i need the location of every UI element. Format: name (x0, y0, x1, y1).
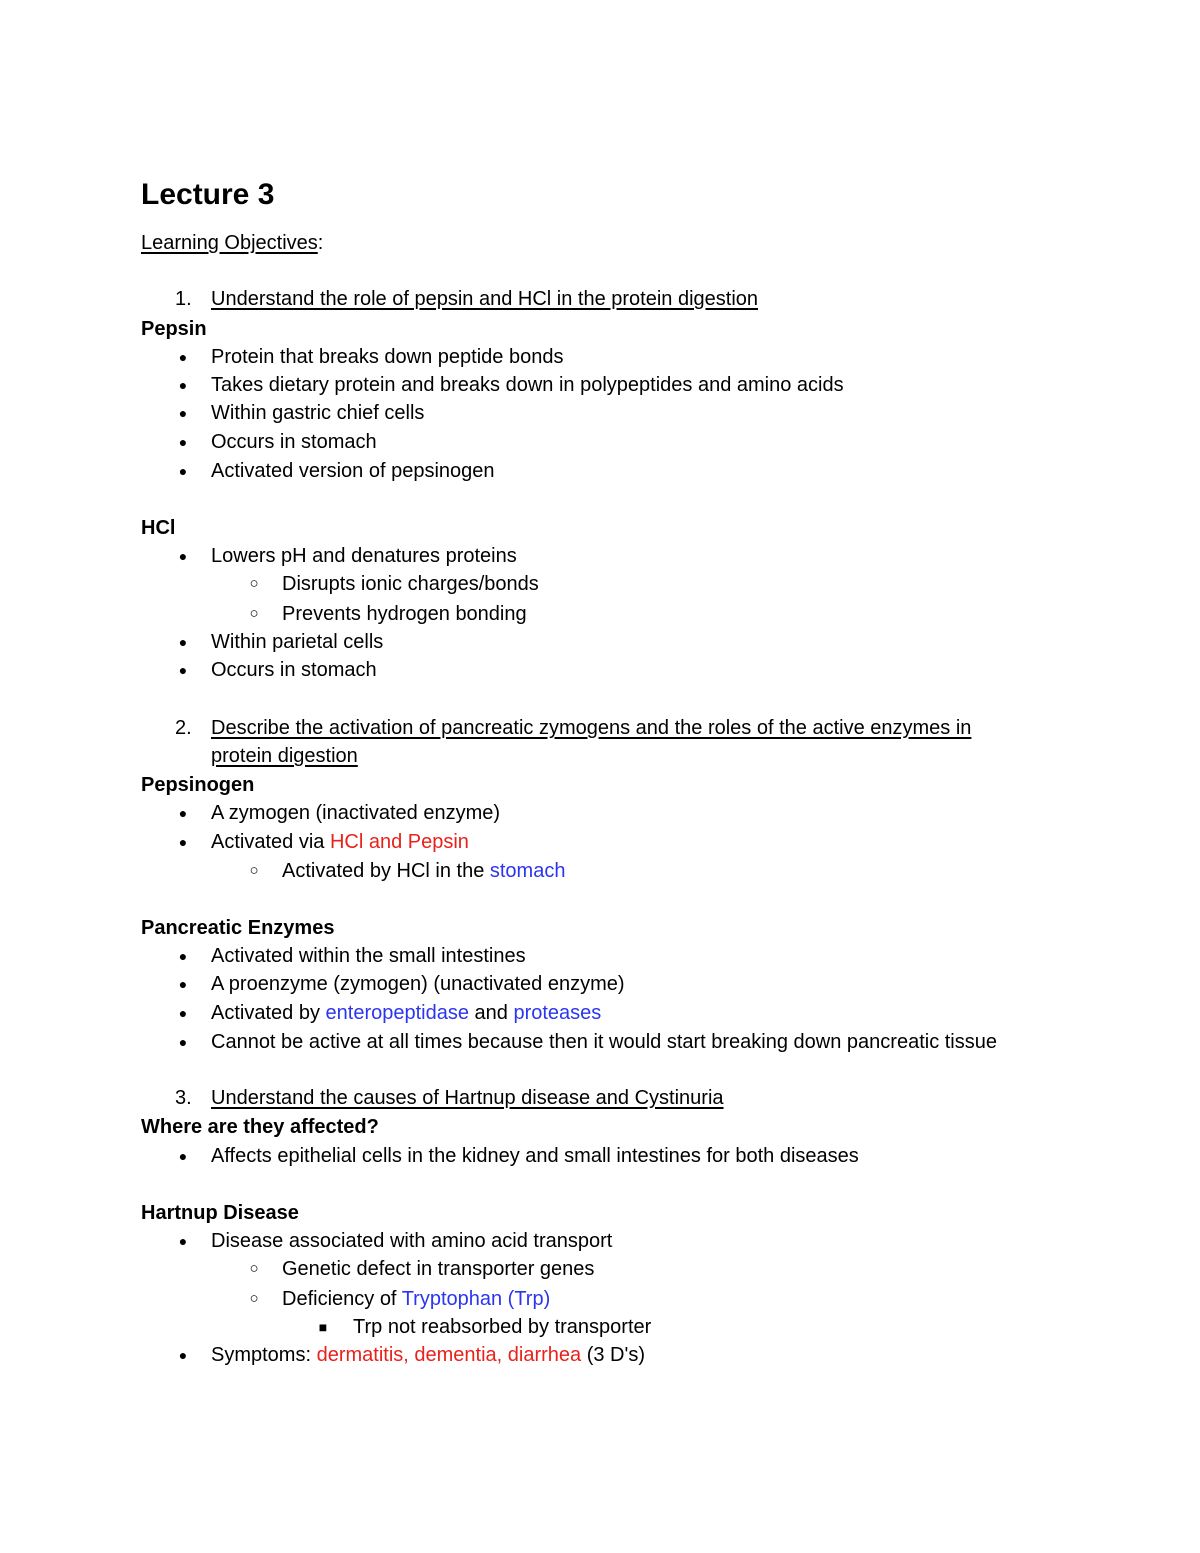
list-item-text (211, 999, 601, 1027)
pepsinogen-heading: Pepsinogen (141, 774, 255, 796)
hartnup-heading: Hartnup Disease (141, 1202, 299, 1224)
list-item-text (211, 828, 469, 856)
objective-number: 1. (175, 288, 192, 310)
bullet-icon: ● (178, 463, 188, 479)
circle-bullet-icon: ○ (249, 862, 259, 879)
circle-bullet-icon: ○ (249, 575, 259, 592)
hcl-heading: HCl (141, 517, 176, 539)
objective-text: Understand the role of pepsin and HCl in the protein digestion (211, 288, 759, 310)
bullet-icon: ● (178, 548, 188, 564)
list-item-text: Activated within the small intestines (211, 945, 526, 967)
bullet-icon: ● (178, 1034, 188, 1050)
text-prefix: Activated by HCl in the (282, 860, 490, 882)
highlight-blue: enteropeptidase (325, 1002, 469, 1024)
list-item-text: Within parietal cells (211, 631, 384, 653)
text-prefix: Deficiency of (282, 1288, 402, 1310)
objective-text: Describe the activation of pancreatic zymogens and the roles of the active enzymes in (211, 717, 972, 739)
bullet-icon: ● (178, 634, 188, 650)
bullet-icon: ● (178, 434, 188, 450)
text-suffix: (3 D's) (581, 1344, 645, 1366)
highlight-red: HCl and Pepsin (329, 831, 469, 853)
bullet-icon: ● (178, 1347, 188, 1363)
bullet-icon: ● (178, 405, 188, 421)
where-heading: Where are they affected? (141, 1116, 379, 1138)
bullet-icon: ● (178, 377, 188, 393)
highlight-red: dermatitis, dementia, diarrhea (316, 1344, 582, 1366)
list-item-text: Occurs in stomach (211, 431, 377, 453)
list-item-text: Disease associated with amino acid transport (211, 1230, 613, 1252)
list-item-text (282, 857, 565, 885)
list-item-text: Activated version of pepsinogen (211, 460, 495, 482)
circle-bullet-icon: ○ (249, 1290, 259, 1307)
bullet-icon: ● (178, 1005, 188, 1021)
list-item-text: Protein that breaks down peptide bonds (211, 346, 564, 368)
bullet-icon: ● (178, 976, 188, 992)
list-item-text: A proenzyme (zymogen) (unactivated enzyme) (211, 973, 625, 995)
circle-bullet-icon: ○ (249, 605, 259, 622)
list-item-text: Takes dietary protein and breaks down in polypeptides and amino acids (211, 374, 844, 396)
text-prefix: Activated by (211, 1002, 326, 1024)
objective-number: 2. (175, 717, 192, 739)
highlight-blue: stomach (489, 860, 566, 882)
list-item-text (282, 1285, 550, 1313)
text-prefix: Symptoms: (211, 1344, 317, 1366)
list-item-text (211, 1341, 645, 1369)
list-item-text: Trp not reabsorbed by transporter (353, 1316, 652, 1338)
objective-text: Understand the causes of Hartnup disease and Cystinuria (211, 1087, 724, 1109)
list-item-text: Prevents hydrogen bonding (282, 603, 527, 625)
highlight-blue: proteases (513, 1002, 602, 1024)
objective-text: protein digestion (211, 745, 358, 767)
bullet-icon: ● (178, 349, 188, 365)
learning-objectives-label: Learning Objectives (141, 232, 318, 254)
bullet-icon: ● (178, 662, 188, 678)
list-item-text: Genetic defect in transporter genes (282, 1258, 595, 1280)
highlight-blue: Tryptophan (Trp) (401, 1288, 551, 1310)
bullet-icon: ● (178, 1148, 188, 1164)
list-item-text: Occurs in stomach (211, 659, 377, 681)
text-middle: and (468, 1002, 514, 1024)
list-item-text: Cannot be active at all times because then it would start breaking down pancreatic tissue (211, 1031, 997, 1053)
text-prefix: Activated via (211, 831, 330, 853)
list-item-text: A zymogen (inactivated enzyme) (211, 802, 501, 824)
pepsin-heading: Pepsin (141, 318, 207, 340)
bullet-icon: ● (178, 948, 188, 964)
list-item-text: Within gastric chief cells (211, 402, 425, 424)
learning-objectives-heading: Learning Objectives: (141, 232, 324, 254)
bullet-icon: ● (178, 834, 188, 850)
objective-number: 3. (175, 1087, 192, 1109)
list-item-text: Affects epithelial cells in the kidney and small intestines for both diseases (211, 1145, 859, 1167)
bullet-icon: ● (178, 805, 188, 821)
pancreatic-heading: Pancreatic Enzymes (141, 917, 335, 939)
page-title: Lecture 3 (141, 178, 275, 211)
circle-bullet-icon: ○ (249, 1260, 259, 1277)
list-item-text: Lowers pH and denatures proteins (211, 545, 517, 567)
square-bullet-icon: ■ (318, 1319, 328, 1335)
bullet-icon: ● (178, 1233, 188, 1249)
list-item-text: Disrupts ionic charges/bonds (282, 573, 539, 595)
